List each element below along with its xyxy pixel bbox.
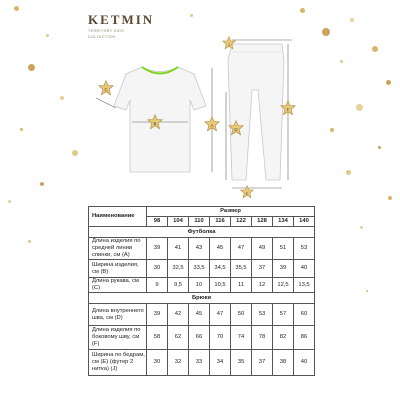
measurement-value: 50 bbox=[231, 304, 252, 326]
measurement-value: 37 bbox=[252, 350, 273, 376]
table-row bbox=[89, 326, 315, 350]
size-column-header: 110 bbox=[189, 217, 210, 227]
measurement-label: Ширина по бедрам, см (E) (футер 2 нитка) (J) bbox=[89, 350, 147, 376]
table-row bbox=[89, 304, 315, 326]
measurement-label: Ширина изделия, см (B) bbox=[89, 260, 147, 278]
measurement-value: 47 bbox=[210, 304, 231, 326]
measurement-value: 39 bbox=[147, 304, 168, 326]
size-column-header: 140 bbox=[294, 217, 315, 227]
size-column-header: 98 bbox=[147, 217, 168, 227]
measurement-value: 33,5 bbox=[189, 260, 210, 278]
measurement-value: 12 bbox=[252, 278, 273, 293]
tshirt-drawing bbox=[96, 67, 219, 172]
measurement-value: 47 bbox=[231, 238, 252, 260]
confetti-dot bbox=[366, 290, 368, 292]
table-row bbox=[89, 278, 315, 293]
measurement-value: 9,5 bbox=[168, 278, 189, 293]
measurement-label: Длина внутреннего шва, см (D) bbox=[89, 304, 147, 326]
size-column-header: 122 bbox=[231, 217, 252, 227]
measurement-value: 45 bbox=[189, 304, 210, 326]
section-title: Брюки bbox=[89, 293, 315, 304]
confetti-dot bbox=[28, 240, 31, 243]
measurement-value: 57 bbox=[273, 304, 294, 326]
measurement-value: 32,5 bbox=[168, 260, 189, 278]
marker-label-j: J bbox=[228, 42, 230, 47]
measurement-value: 60 bbox=[294, 304, 315, 326]
measurement-value: 51 bbox=[273, 238, 294, 260]
table-row bbox=[89, 238, 315, 260]
measurement-value: 58 bbox=[147, 326, 168, 350]
measurement-value: 30 bbox=[147, 260, 168, 278]
measurement-value: 34,5 bbox=[210, 260, 231, 278]
measurement-value: 35,5 bbox=[231, 260, 252, 278]
measurement-label: Длина рукава, см (C) bbox=[89, 278, 147, 293]
measurement-value: 30 bbox=[147, 350, 168, 376]
pants-drawing bbox=[223, 37, 295, 198]
measurement-label: Длина изделия по средней линии спинки, см (A) bbox=[89, 238, 147, 260]
measurement-value: 70 bbox=[210, 326, 231, 350]
measurement-value: 39 bbox=[147, 238, 168, 260]
table-header-row bbox=[89, 207, 315, 217]
measurement-value: 40 bbox=[294, 350, 315, 376]
measurement-value: 82 bbox=[273, 326, 294, 350]
name-header: Наименование bbox=[89, 207, 147, 227]
size-column-header: 104 bbox=[168, 217, 189, 227]
measurement-label: Длина изделия по боковому шву, см (F) bbox=[89, 326, 147, 350]
size-column-header: 128 bbox=[252, 217, 273, 227]
measurement-value: 39 bbox=[273, 260, 294, 278]
section-title-row bbox=[89, 293, 315, 304]
measurement-value: 40 bbox=[294, 260, 315, 278]
size-column-header: 134 bbox=[273, 217, 294, 227]
measurement-value: 38 bbox=[273, 350, 294, 376]
size-header: Размер bbox=[147, 207, 315, 217]
marker-label-b: B bbox=[153, 121, 157, 126]
size-table-body bbox=[89, 207, 315, 376]
marker-label-a: A bbox=[210, 123, 214, 128]
measurement-value: 78 bbox=[252, 326, 273, 350]
brand-name: KETMIN bbox=[88, 12, 155, 27]
measurement-value: 62 bbox=[168, 326, 189, 350]
marker-label-f: F bbox=[286, 107, 290, 112]
measurement-value: 9 bbox=[147, 278, 168, 293]
confetti-dot bbox=[360, 226, 363, 229]
measurement-value: 12,5 bbox=[273, 278, 294, 293]
table-row bbox=[89, 350, 315, 376]
brand-tagline-line2: COLLECTION bbox=[88, 34, 116, 39]
marker-label-c: C bbox=[104, 87, 108, 92]
measurement-value: 33 bbox=[189, 350, 210, 376]
measurement-value: 74 bbox=[231, 326, 252, 350]
size-chart-table bbox=[88, 206, 315, 376]
measurement-value: 49 bbox=[252, 238, 273, 260]
measurement-value: 10 bbox=[189, 278, 210, 293]
measurement-value: 13,5 bbox=[294, 278, 315, 293]
measurement-value: 10,5 bbox=[210, 278, 231, 293]
measurement-value: 53 bbox=[294, 238, 315, 260]
measurement-value: 53 bbox=[252, 304, 273, 326]
marker-label-d: D bbox=[234, 127, 238, 132]
measurement-value: 66 bbox=[189, 326, 210, 350]
measurement-value: 86 bbox=[294, 326, 315, 350]
measurement-value: 34 bbox=[210, 350, 231, 376]
size-column-header: 116 bbox=[210, 217, 231, 227]
brand-tagline-line1: TERRITORY KIDS bbox=[88, 29, 125, 33]
measurement-value: 32 bbox=[168, 350, 189, 376]
marker-label-e: E bbox=[245, 191, 249, 196]
measurement-value: 37 bbox=[252, 260, 273, 278]
table-row bbox=[89, 260, 315, 278]
section-title-row bbox=[89, 227, 315, 238]
section-title: Футболка bbox=[89, 227, 315, 238]
measurement-value: 35 bbox=[231, 350, 252, 376]
measurement-value: 43 bbox=[189, 238, 210, 260]
measurement-value: 45 bbox=[210, 238, 231, 260]
measurement-value: 11 bbox=[231, 278, 252, 293]
measurement-value: 41 bbox=[168, 238, 189, 260]
measurement-value: 42 bbox=[168, 304, 189, 326]
